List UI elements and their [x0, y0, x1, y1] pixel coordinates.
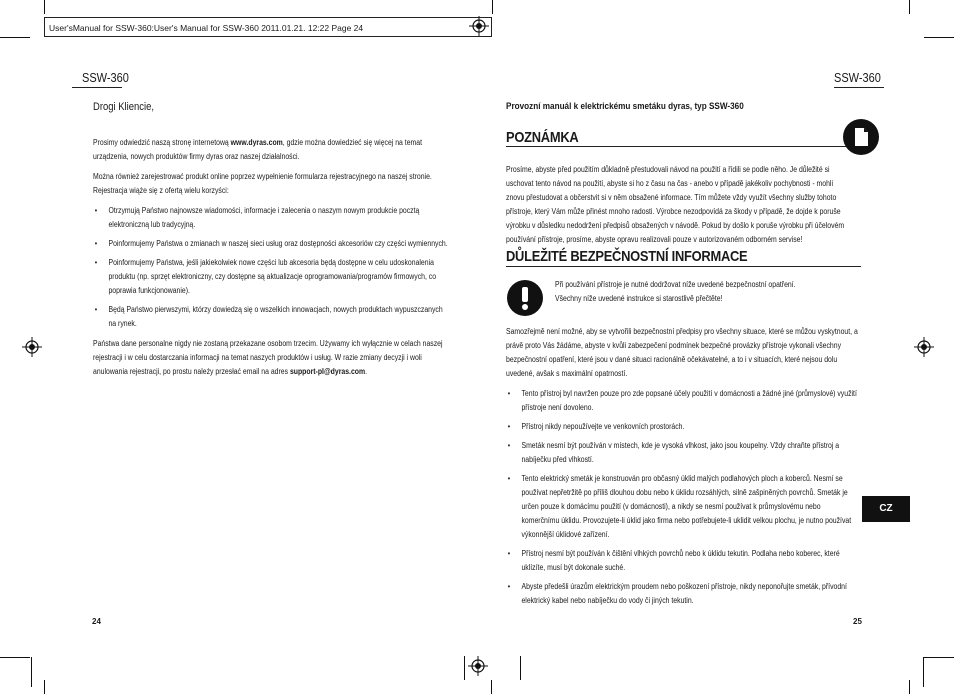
safety-list: [506, 387, 859, 608]
support-email-link[interactable]: support-pl@dyras.com: [289, 367, 366, 376]
manual-title: Provozní manuál k elektrickému smetáku dyras, typ SSW-360: [506, 101, 744, 112]
greeting: Drogi Kliencie,: [93, 101, 154, 113]
website-link[interactable]: www.dyras.com: [230, 138, 283, 147]
registration-mark-bottom: [468, 656, 488, 676]
note-rule: [506, 146, 861, 147]
left-header-rule: [72, 87, 122, 88]
left-page-number: 24: [92, 617, 101, 626]
benefits-list: [93, 204, 450, 331]
safety-rule: [506, 266, 861, 267]
right-model-name: SSW-360: [834, 71, 881, 85]
safety-intro: Samozřejmě není možné, aby se vytvořili bezpečnostní předpisy pro všechny situace, které se můžou vyskytnout, a právě proto Vás žádáme, abyste v kvůli zabezpečení podmínek bezpečné provázky přístroje vykonali všechny bezpečnostní opatření, které jsou v dané situaci racionálně očekávatelné, a to i v situacích, které nejsou dolu uvedené, avšak s maximální opatrností.: [506, 327, 858, 378]
warning-text-block: [555, 278, 839, 306]
right-page-number: 25: [853, 617, 862, 626]
list-item: • Tento elektrický smeták je konstruován pro občasný úklid malých podlahových ploch a koberců. Nesmí se používat nepřetržitě po příliš dlouhou dobu nebo k úklidu rozsáhlých, silně zašpiněných povrchů. Smeták je určen pouze k domácímu použití (v domácnosti), a nikdy se nesmí používat k průmyslovému nebo komerčnímu úklidu. Provozujete-li úklid jako firma nebo potřebujete-li uklidit velkou plochu, je nutno používat výkonnější úklidové zařízení.: [506, 472, 859, 542]
language-tab: CZ: [862, 496, 910, 522]
note-title: POZNÁMKA: [506, 129, 579, 146]
list-item: • Tento přístroj byl navržen pouze pro zde popsané účely použití v domácnosti a žádné jiné (průmyslové) využití přístroje není dovoleno.: [506, 387, 859, 415]
list-item: • Poinformujemy Państwa o zmianach w naszej sieci usług oraz dostępności akcesoriów czy części wymiennych.: [93, 237, 450, 251]
registration-mark-top: [469, 16, 489, 36]
list-item: • Otrzymują Państwo najnowsze wiadomości, informacje i zalecenia o naszym nowym produkcie pocztą elektroniczną lub tradycyjną.: [93, 204, 450, 232]
website-paragraph: Prosimy odwiedzić naszą stronę internetową www.dyras.com, gdzie można dowiedzieć się więcej na temat urządzenia, nowych produktów firmy dyras oraz naszej działalności.: [93, 138, 423, 161]
list-item: • Poinformujemy Państwa, jeśli jakiekolwiek nowe części lub akcesoria będą dostępne w celu udoskonalenia produktu (np. sprzęt elektroniczny, czy dostępne są aktualizacje oprogramowania/programów firmowych, co poprawia funkcjonowanie).: [93, 256, 450, 298]
registration-paragraph: Można również zarejestrować produkt online poprzez wypełnienie formularza rejestracyjnego na naszej stronie. Rejestracja wiąże się z ofertą wielu korzyści:: [93, 172, 432, 195]
warning-line-1: Při používání přístroje je nutné dodržovat níže uvedené bezpečnostní opatření.: [555, 280, 796, 289]
list-item: • Abyste předešli úrazům elektrickým proudem nebo poškození přístroje, nikdy neponořujte smeták, přívodní elektrický kabel nebo nabíječku do vody či jiných tekutin.: [506, 580, 859, 608]
note-icon: [843, 119, 879, 155]
safety-text-block: [506, 325, 859, 614]
left-model-name: SSW-360: [82, 71, 129, 85]
print-slug-header: User'sManual for SSW-360:User's Manual for SSW-360 2011.01.21. 12:22 Page 24: [44, 17, 492, 37]
registration-mark-left: [22, 337, 42, 357]
safety-title: DŮLEŽITÉ BEZPEČNOSTNÍ INFORMACE: [506, 248, 748, 265]
warning-line-2: Všechny níže uvedené instrukce si starostlivě přečtěte!: [555, 294, 723, 303]
left-body-text: [93, 136, 450, 385]
note-text: Prosíme, abyste před použitím důkladně přestudovali návod na použití a řídili se podle něho. Je důležité si uschovat tento návod na použití, abyste si ho z času na čas - anebo v případě jakékoliv pochybnosti - mohli znovu přestudovat a občerstvit si v něm obsažené informace. Tím můžete vždy využít všechny služby tohoto přístroje, který Vám může přinést mnoho radosti. Výrobce nezodpovídá za škody v případě, že dojde k poruše výrobku v důsledku nedodržení předpisů obsažených v návodě. Pokud by došlo k poruše výrobku při účelovém používání přístroje, prosíme, abyste opravu realizovali pouze v autorizovaném odborném servise!: [506, 165, 845, 244]
warning-icon: [507, 280, 543, 316]
registration-mark-right: [914, 337, 934, 357]
privacy-paragraph: Państwa dane personalne nigdy nie zostaną przekazane osobom trzecim. Używamy ich wyłącznie w celach naszej rejestracji i w celu dostarczania informacji na temat naszych produktów i usług. W razie zmiany decyzji i woli anulowania rejestracji, po prostu należy przesłać email na adres support-pl@dyras.com.: [93, 339, 443, 376]
list-item: • Přístroj nesmí být používán k čištění vlhkých povrchů nebo k úklidu tekutin. Podlaha nebo koberec, které uklízíte, musí být dokonale suché.: [506, 547, 859, 575]
list-item: • Będą Państwo pierwszymi, którzy dowiedzą się o wszelkich innowacjach, nowych produktach wypuszczanych na rynek.: [93, 303, 450, 331]
note-text-block: [506, 163, 850, 253]
list-item: • Smeták nesmí být používán v místech, kde je vysoká vlhkost, jako jsou koupelny. Vždy chraňte přístroj a nabíječku před vlhkostí.: [506, 439, 859, 467]
list-item: • Přístroj nikdy nepoužívejte ve venkovních prostorách.: [506, 420, 859, 434]
right-header-rule: [834, 87, 884, 88]
